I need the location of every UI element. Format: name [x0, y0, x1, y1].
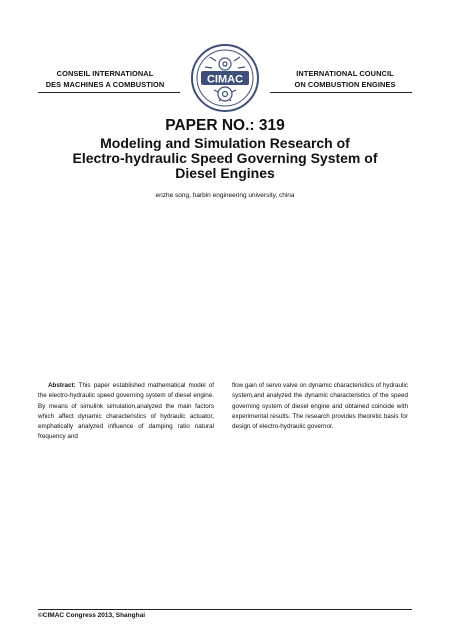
footer-text: ©CIMAC Congress 2013, Shanghai — [38, 612, 146, 619]
paper-title — [30, 136, 420, 181]
author-line: enzhe song, harbin engineering university, china — [155, 192, 295, 199]
abstract-left-text: This paper established mathematical model of the electro-hydraulic speed governing system of diesel engine. By means of simulink simulation,analyzed the main factors which affect dynamic characteristics of hydraulic actuator, emphatically analyzed influence of damping ratio natural frequency and — [38, 382, 214, 441]
header-rule-right — [270, 92, 412, 93]
footer-rule — [38, 609, 412, 610]
logo-text: CIMAC — [206, 73, 244, 86]
paper-title-line1: Modeling and Simulation Research of — [100, 135, 350, 151]
abstract-right-column — [232, 381, 408, 432]
header-left — [38, 68, 172, 90]
header-left-line1: CONSEIL INTERNATIONAL — [56, 69, 154, 78]
abstract-left-column — [38, 381, 214, 443]
abstract-label: Abstract: — [48, 382, 76, 389]
abstract-right-text: flow gain of servo valve on dynamic characteristics of hydraulic system,and analyzed the dynamic characteristics of the speed governing system of diesel engine and obtained coincide with experimental results. The research provides theoretic basis for design of electro-hydraulic governor. — [232, 382, 408, 431]
header-right — [278, 68, 412, 90]
header-rule-left — [38, 92, 180, 93]
header-right-line2: ON COMBUSTION ENGINES — [294, 80, 396, 89]
paper-title-line2: Electro-hydraulic Speed Governing System of — [72, 150, 378, 166]
paper-number: PAPER NO.: 319 — [165, 117, 285, 134]
header-left-line2: DES MACHINES A COMBUSTION — [45, 80, 165, 89]
paper-title-line3: Diesel Engines — [175, 165, 275, 181]
cimac-logo — [190, 43, 260, 113]
header-right-line1: INTERNATIONAL COUNCIL — [296, 69, 394, 78]
